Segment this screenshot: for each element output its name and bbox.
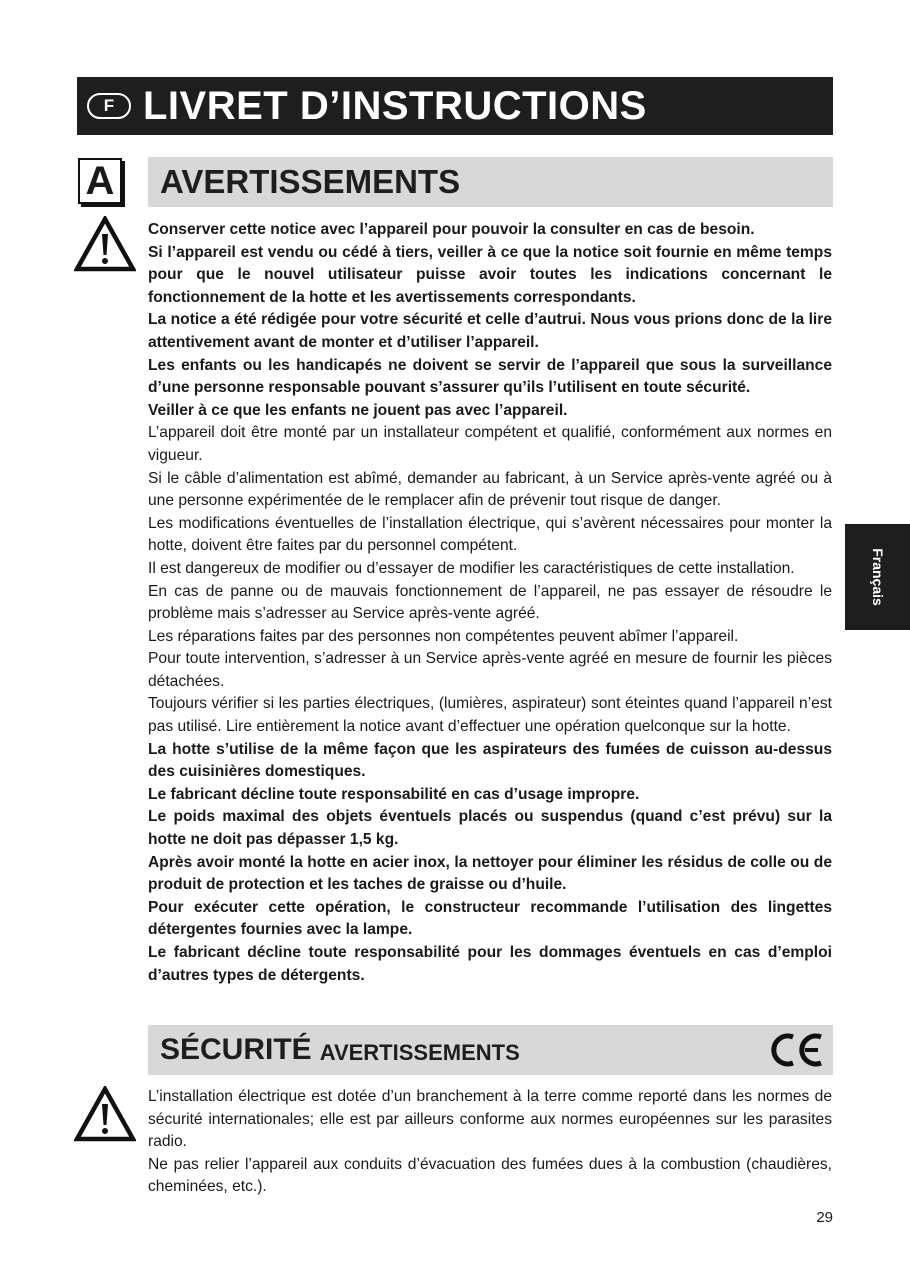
paragraph: L’installation électrique est dotée d’un branchement à la terre comme reporté dans les normes de sécurité internationales; elle est par ailleurs conforme aux normes européennes sur les parasites radio. [148,1088,832,1151]
paragraph: Si le câble d’alimentation est abîmé, demander au fabricant, à un Service après-vente agréé ou à une personne expérimentée de le remplacer afin de prévenir tout risque de danger. [148,469,832,510]
paragraph: Pour exécuter cette opération, le constructeur recommande l’utilisation des lingettes détergentes fournies avec la lampe. [148,898,832,939]
paragraph: Les réparations faites par des personnes non compétentes peuvent abîmer l’appareil. [148,627,739,645]
paragraph: Le fabricant décline toute responsabilité en cas d’usage impropre. [148,785,640,803]
language-label: Français [869,548,886,606]
safety-title: SÉCURITÉ [160,1033,312,1066]
paragraph: Les modifications éventuelles de l’installation électrique, qui s’avèrent nécessaires pour monter la hotte, doivent être faites par du personnel compétent. [148,514,832,555]
section-header-safety [148,1025,833,1075]
warnings-body [148,219,832,987]
title-bar [77,77,833,135]
language-side-tab [845,524,910,630]
paragraph: Il est dangereux de modifier ou d’essayer de modifier les caractéristiques de cette installation. [148,559,795,577]
warning-triangle-icon [74,1086,136,1142]
paragraph: En cas de panne ou de mauvais fonctionnement de l’appareil, ne pas essayer de résoudre le problème mais s’adresser au Service après-vente agréé. [148,582,832,623]
paragraph: L’appareil doit être monté par un installateur compétent et qualifié, conformément aux normes en vigueur. [148,424,832,464]
paragraph: La notice a été rédigée pour votre sécurité et celle d’autrui. Nous vous prions donc de la lire attentivement avant de monter et d’utiliser l’appareil. [148,311,832,351]
page-title: LIVRET D’INSTRUCTIONS [143,83,647,128]
safety-body [148,1086,832,1199]
section-letter: A [78,158,122,204]
paragraph: Si l’appareil est vendu ou cédé à tiers, veiller à ce que la notice soit fournie en même temps pour que le nouvel utilisateur puisse avoir toutes les indications concernant le fonctionnement de la hotte et les avertissements correspondants. [148,243,832,306]
paragraph: Conserver cette notice avec l’appareil pour pouvoir la consulter en cas de besoin. [148,221,755,238]
paragraph: Après avoir monté la hotte en acier inox, la nettoyer pour éliminer les résidus de colle ou de produit de protection et les taches de graisse ou d’huile. [148,853,832,894]
warning-triangle-icon [74,216,136,272]
safety-subtitle: AVERTISSEMENTS [319,1040,520,1065]
paragraph: Le fabricant décline toute responsabilité pour les dommages éventuels en cas d’emploi d’autres types de détergents. [148,944,832,984]
paragraph: Veiller à ce que les enfants ne jouent pas avec l’appareil. [148,401,568,419]
paragraph: Le poids maximal des objets éventuels placés ou suspendus (quand c’est prévu) sur la hotte ne doit pas dépasser 1,5 kg. [148,808,832,849]
paragraph: Ne pas relier l’appareil aux conduits d’évacuation des fumées dues à la combustion (chaudières, cheminées, etc.). [148,1155,832,1196]
section-title: AVERTISSEMENTS [160,163,461,200]
paragraph: La hotte s’utilise de la même façon que les aspirateurs des fumées de cuisson au-dessus des cuisinières domestiques. [148,740,832,781]
page-number: 29 [816,1209,833,1226]
language-badge: F [87,93,131,119]
section-header-warnings [148,157,833,207]
paragraph: Toujours vérifier si les parties électriques, (lumières, aspirateur) sont éteintes quand l’appareil n’est pas utilisé. Lire entièrement la notice avant d’effectuer une opération quelconque sur la hotte. [148,695,832,736]
ce-mark-icon [765,1031,825,1069]
paragraph: Pour toute intervention, s’adresser à un Service après-vente agréé en mesure de fournir les pièces détachées. [148,650,832,690]
paragraph: Les enfants ou les handicapés ne doivent se servir de l’appareil que sous la surveillance d’une personne responsable pouvant s’assurer qu’ils l’utilisent en toute sécurité. [148,356,832,397]
